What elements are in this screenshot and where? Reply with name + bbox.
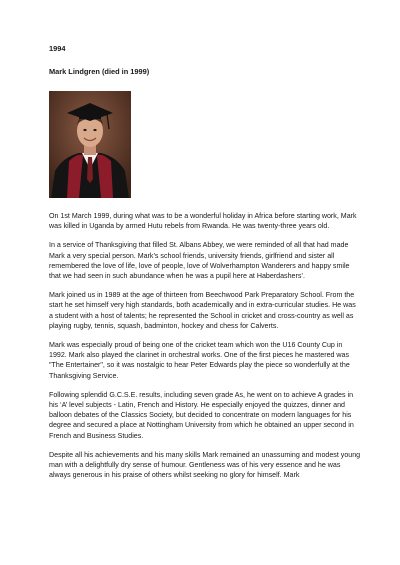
obituary-title: Mark Lindgren (died in 1999) [49, 67, 150, 76]
paragraph: In a service of Thanksgiving that filled St. Albans Abbey, we were reminded of all that had made Mark a very special person. Mark’s school friends, university friends, girlfriend and sister all remembered the love of life, love of people, love of Wolverhampton Wanderers and happy smile that we had seen in such abundance when he was a pupil here at Haberdashers’. [49, 241, 350, 281]
year-heading: 1994 [49, 44, 66, 53]
obituary-body [49, 211, 361, 489]
portrait-photo-graduation-icon [49, 91, 131, 198]
paragraph: Mark was especially proud of being one of the cricket team which won the U16 County Cup in 1992. Mark also played the clarinet in orchestral works. One of the first pieces he mastered was "The Entertainer", so it was nostalgic to hear Peter Edwards play the piece so wonderfully at the Thanksgiving Service. [49, 341, 350, 380]
paragraph: Following splendid G.C.S.E. results, including seven grade As, he went on to achieve A grades in his ‘A’ level subjects - Latin, French and History. He especially enjoyed the quizzes, dinner and balloon debates of the Classics Society, but decided to concentrate on modern languages for his degree and secured a place at Nottingham University from which he obtained an upper second in French and Business Studies. [49, 390, 354, 440]
paragraph: Despite all his achievements and his many skills Mark remained an unassuming and modest young man with a delightfully dry sense of humour. Gentleness was of his very essence and he was always generous in his praise of others whilst seeking no glory for himself. Mark [49, 450, 361, 480]
portrait-photo [49, 91, 131, 198]
paragraph: On 1st March 1999, during what was to be a wonderful holiday in Africa before starting work, Mark was killed in Uganda by armed Hutu rebels from Rwanda. He was twenty-three years old. [49, 212, 357, 231]
paragraph: Mark joined us in 1989 at the age of thirteen from Beechwood Park Preparatory School. From the start he set himself very high standards, both academically and in extra-curricular studies. He was a student with a host of talents; he represented the School in cricket and cross-country as well as playing rugby, tennis, squash, badminton, hockey and chess for Calverts. [49, 291, 356, 330]
